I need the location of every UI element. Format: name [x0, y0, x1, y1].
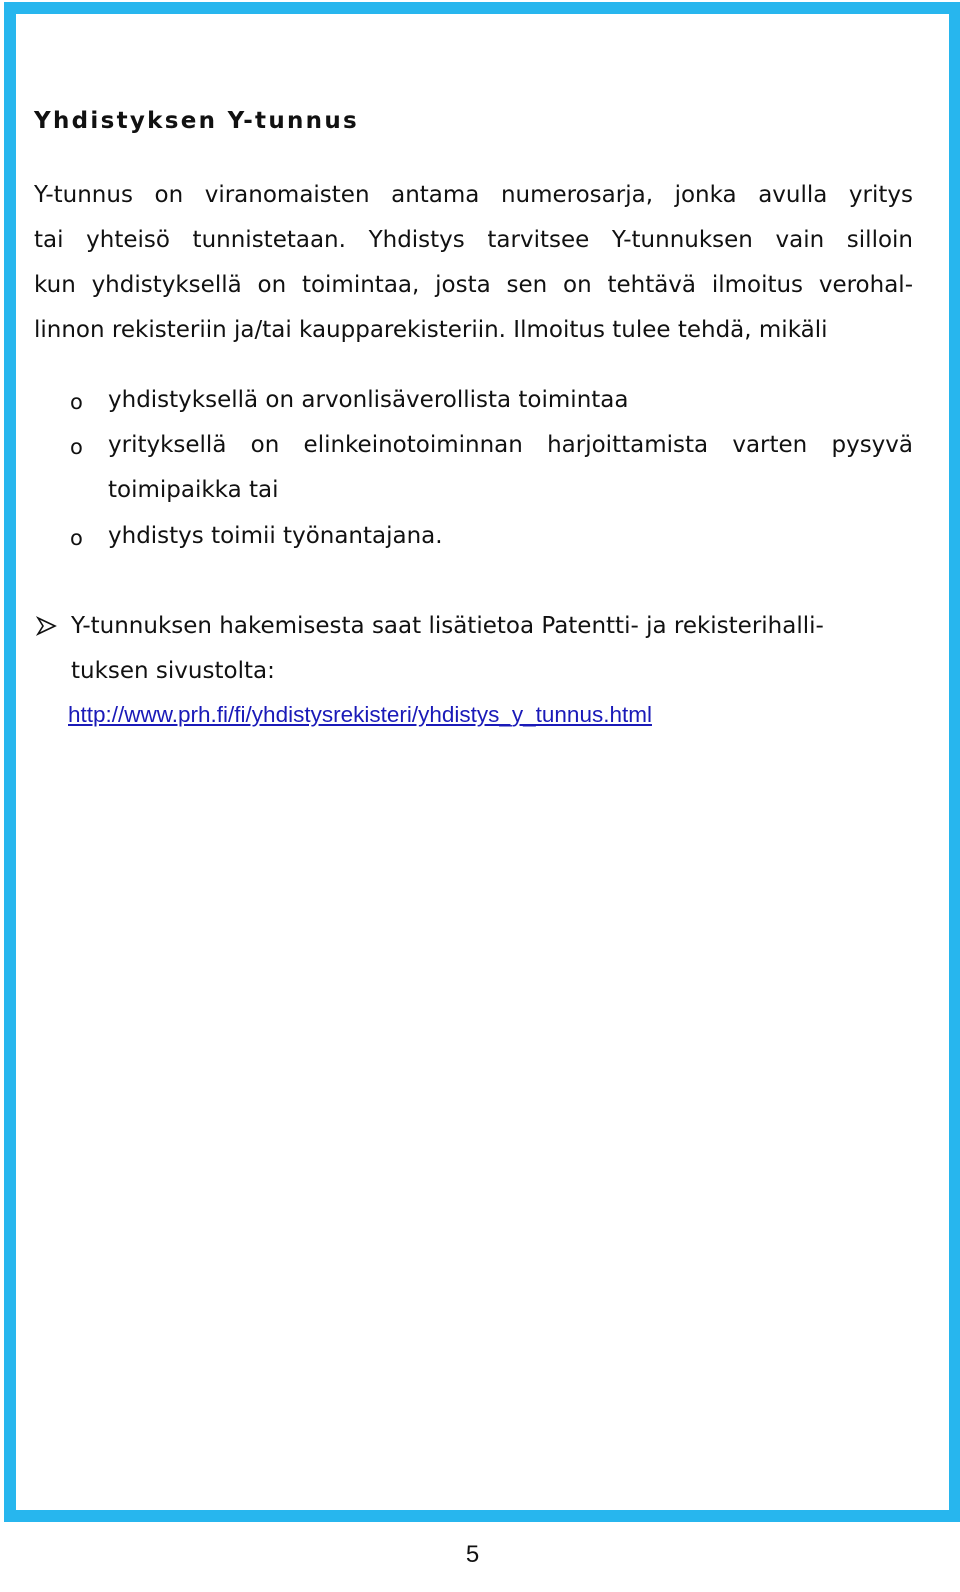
circle-bullet-icon: o: [70, 390, 83, 414]
circle-bullet-icon: o: [70, 526, 83, 550]
paragraph-line: Y-tunnus on viranomaisten antama numerosarja, jonka avulla yritys: [34, 182, 913, 208]
info-text: Y-tunnuksen hakemisesta saat lisätietoa Patentti- ja rekisterihalli-: [71, 613, 824, 639]
list-item-text: yrityksellä on elinkeinotoiminnan harjoittamista varten pysyvä: [108, 432, 913, 458]
list-item-text: toimipaikka tai: [108, 477, 279, 503]
info-text: tuksen sivustolta:: [71, 658, 275, 684]
prh-info-link[interactable]: http://www.prh.fi/fi/yhdistysrekisteri/yhdistys_y_tunnus.html: [68, 702, 652, 727]
list-item-text: yhdistys toimii työnantajana.: [108, 523, 443, 549]
section-heading: Yhdistyksen Y-tunnus: [34, 108, 360, 134]
page-number: 5: [465, 1541, 480, 1568]
circle-bullet-icon: o: [70, 435, 83, 459]
list-item-text: yhdistyksellä on arvonlisäverollista toimintaa: [108, 387, 629, 413]
paragraph-line: kun yhdistyksellä on toimintaa, josta sen on tehtävä ilmoitus verohal-: [34, 272, 913, 298]
paragraph-line: linnon rekisteriin ja/tai kaupparekisteriin. Ilmoitus tulee tehdä, mikäli: [34, 317, 828, 343]
paragraph-line: tai yhteisö tunnistetaan. Yhdistys tarvitsee Y-tunnuksen vain silloin: [34, 227, 913, 253]
arrowhead-bullet-icon: [36, 611, 58, 641]
